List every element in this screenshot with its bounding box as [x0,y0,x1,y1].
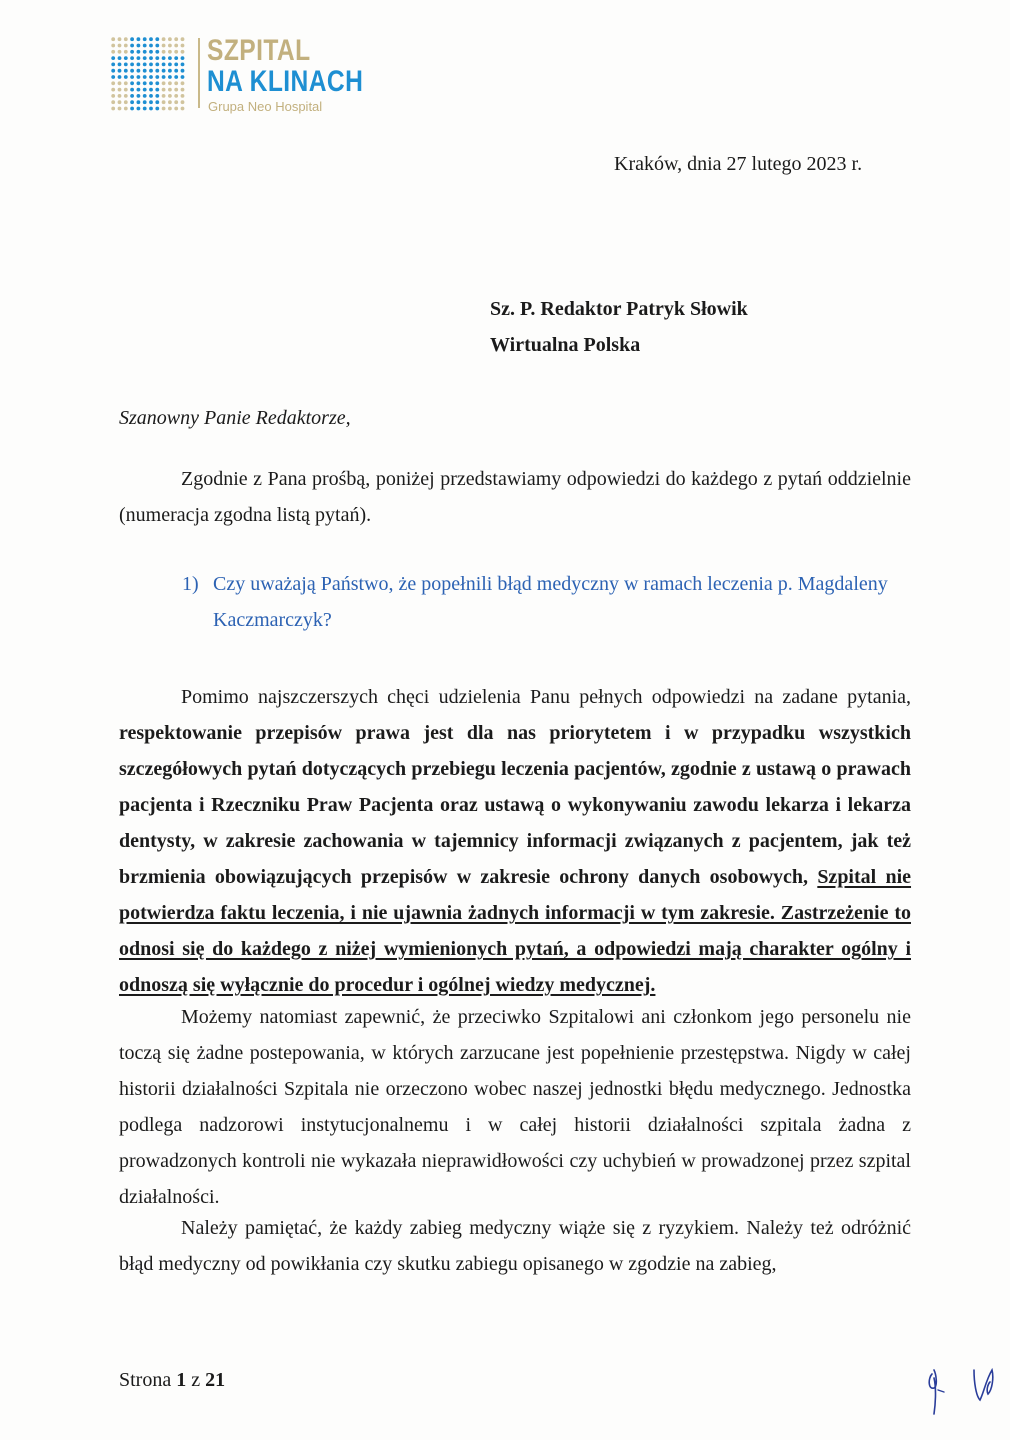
page-number [119,1369,225,1392]
logo-title-line1: SZPITAL [207,34,311,67]
cross-dot-grid-logo-icon [110,36,186,112]
recipient-name: Sz. P. Redaktor Patryk Słowik [490,298,748,320]
question-number: 1) [182,573,199,595]
intro-paragraph: Zgodnie z Pana prośbą, poniżej przedstawiamy odpowiedzi do każdego z pytań oddzielnie (numeracja zgodna listą pytań). [119,468,911,526]
page-label: Strona [119,1369,172,1391]
recipient-organization: Wirtualna Polska [490,334,641,356]
logo-subtitle: Grupa Neo Hospital [208,99,323,114]
question-text: Czy uważają Państwo, że popełnili błąd medyczny w ramach leczenia p. Magdaleny Kaczmarczyk? [213,573,888,631]
answer-paragraph-1 [119,679,911,1003]
answer-paragraph-2: Możemy natomiast zapewnić, że przeciwko Szpitalowi ani członkom jego personelu nie toczą się żadne postepowania, w których zarzucane jest popełnienie przestępstwa. Nigdy w całej historii działalności Szpitala nie orzeczono wobec naszej jednostki błędu medycznego. Jednostka podlega nadzorowi instytucjonalnemu i w całej historii działalności szpitala żadna z prowadzonych kontroli nie wykazała nieprawidłowości czy uchybień w prowadzonej przez szpital działalności. [119,1006,911,1208]
question-1 [182,566,911,638]
letter-date: Kraków, dnia 27 lutego 2023 r. [614,153,863,175]
answer-paragraph-1-bold: respektowanie przepisów prawa jest dla nas priorytetem i w przypadku wszystkich szczegółowych pytań dotyczących przebiegu leczenia pacjentów, zgodnie z ustawą o prawach pacjenta i Rzeczniku Praw Pacjenta oraz ustawą o wykonywaniu zawodu lekarza i lekarza dentysty, w zakresie zachowania w tajemnicy informacji związanych z pacjentem, jak też brzmienia obowiązujących przepisów w zakresie ochrony danych osobowych, [119,722,911,888]
page-current: 1 [176,1369,187,1391]
salutation: Szanowny Panie Redaktorze, [119,407,351,429]
answer-paragraph-1-lead: Pomimo najszczerszych chęci udzielenia Panu pełnych odpowiedzi na zadane pytania, [181,686,911,708]
logo-title-line2: NA KLINACH [207,65,364,98]
hospital-logo [110,36,370,116]
answer-paragraph-1-underlined: Szpital nie potwierdza faktu leczenia, i nie ujawnia żadnych informacji w tym zakresie. Zastrzeżenie to odnosi się do każdego z niżej wymienionych pytań, a odpowiedzi mają charakter ogólny i odnoszą się wyłącznie do procedur i ogólnej wiedzy medycznej. [119,866,912,996]
page-total: 21 [205,1369,226,1391]
logo-divider [198,38,200,108]
answer-paragraph-3: Należy pamiętać, że każdy zabieg medyczny wiąże się z ryzykiem. Należy też odróżnić błąd medyczny od powikłania czy skutku zabiegu opisanego w zgodzie na zabieg, [119,1217,911,1275]
handwritten-initials-signature-icon [922,1356,1002,1418]
page-separator: z [191,1369,201,1391]
